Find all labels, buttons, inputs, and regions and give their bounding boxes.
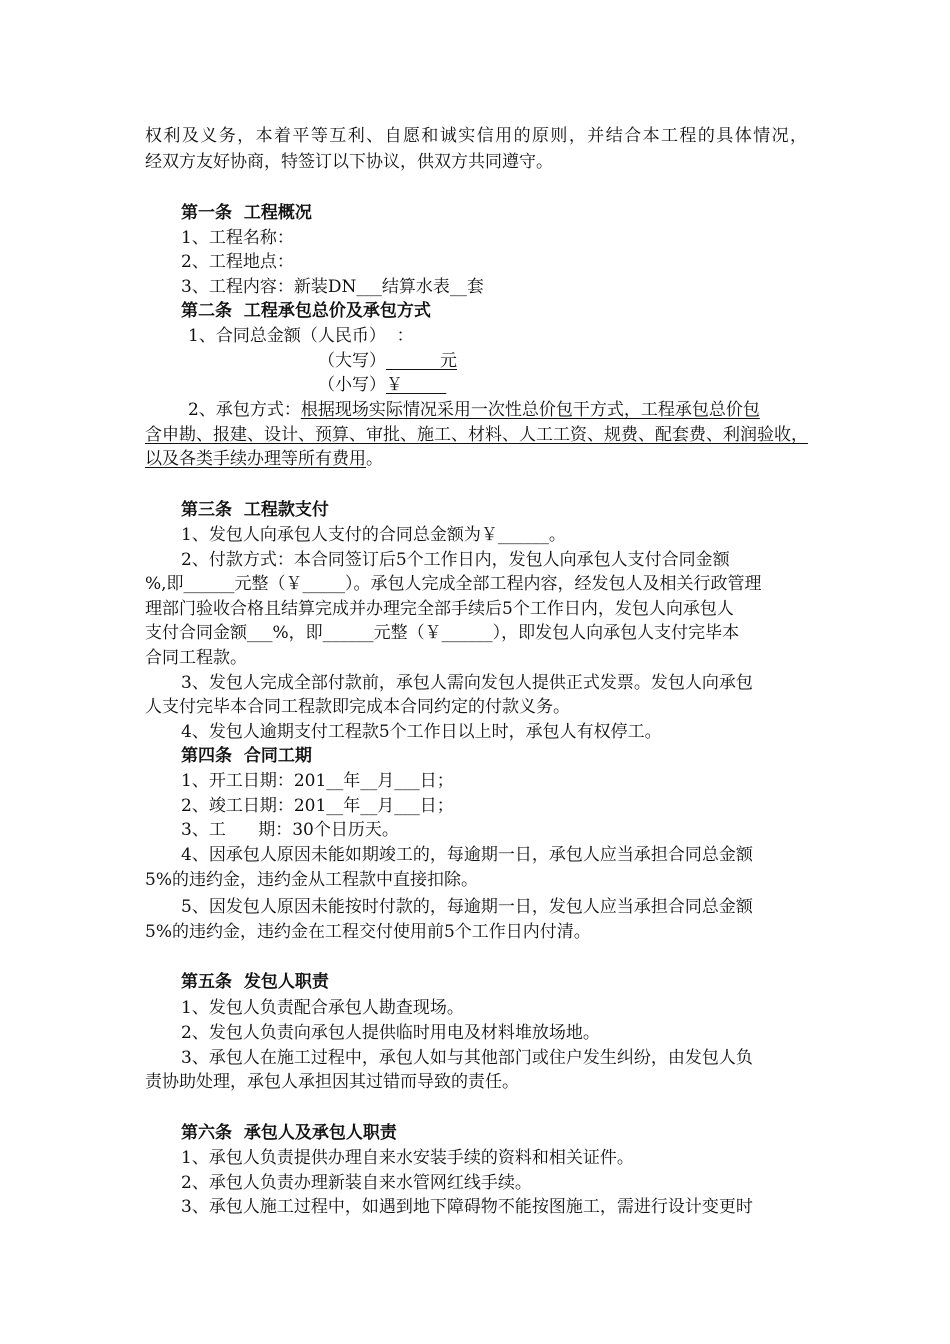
article-6-p3: 3、承包人施工过程中，如遇到地下障碍物不能按图施工，需进行设计变更时 — [181, 1197, 753, 1217]
article-3-p3-line-2: 人支付完毕本合同工程款即完成本合同约定的付款义务。 — [145, 697, 570, 717]
method-line-3 — [145, 447, 383, 471]
method-text-1: 根据现场实际情况采用一次性总价包干方式，工程承包总价包 — [300, 400, 760, 420]
article-3-p2-line-3: 理部门验收合格且结算完成并办理完全部手续后5个工作日内，发包人向承包人 — [145, 599, 734, 619]
article-5-p1: 1、发包人负责配合承包人勘查现场。 — [181, 998, 464, 1018]
article-2-title: 第二条 工程承包总价及承包方式 — [181, 301, 431, 321]
article-3-p2-line-5: 合同工程款。 — [145, 648, 247, 668]
method-text-2: 含申勘、报建、设计、预算、审批、施工、材料、人工工资、规费、配套费、利润验收， — [145, 425, 808, 445]
article-4-p4-line-2: 5%的违约金，违约金从工程款中直接扣除。 — [145, 870, 478, 890]
article-5-p3-line-1: 3、承包人在施工过程中，承包人如与其他部门或住户发生纠纷，由发包人负 — [181, 1048, 753, 1068]
article-3-p2-line-1: 2、付款方式：本合同签订后5个工作日内，发包人向承包人支付合同金额 — [181, 550, 730, 570]
start-date: 1、开工日期：201__年__月___日； — [181, 771, 454, 791]
daxie-label: （大写） — [318, 351, 386, 371]
article-3-p4: 4、发包人逾期支付工程款5个工作日以上时，承包人有权停工。 — [181, 722, 662, 742]
xiaoxie-label: （小写） — [318, 375, 386, 395]
method-line-2 — [145, 423, 807, 447]
article-3-p3-line-1: 3、发包人完成全部付款前，承包人需向发包人提供正式发票。发包人向承包 — [181, 673, 753, 693]
article-1-item-3: 3、工程内容：新装DN___结算水表__套 — [181, 277, 484, 297]
article-5-p3-line-2: 责协助处理，承包人承担因其过错而导致的责任。 — [145, 1072, 519, 1092]
article-1-item-1: 1、工程名称： — [181, 228, 294, 248]
method-end: 。 — [366, 449, 383, 469]
article-3-p1: 1、发包人向承包人支付的合同总金额为￥______。 — [181, 525, 566, 545]
daxie-blank: 元 — [386, 351, 458, 371]
article-1-item-2: 2、工程地点： — [181, 252, 294, 272]
article-6-p1: 1、承包人负责提供办理自来水安装手续的资料和相关证件。 — [181, 1148, 634, 1168]
article-1-title: 第一条 工程概况 — [181, 203, 312, 223]
intro-line-1: 权利及义务，本着平等互利、自愿和诚实信用的原则，并结合本工程的具体情况， — [145, 126, 807, 146]
intro-line-2: 经双方友好协商，特签订以下协议，供双方共同遵守。 — [145, 152, 553, 172]
article-4-p5-line-1: 5、因发包人原因未能按时付款的，每逾期一日，发包人应当承担合同总金额 — [181, 897, 753, 917]
contract-amount-label: 1、合同总金额（人民币） ： — [188, 326, 414, 346]
article-5-title: 第五条 发包人职责 — [181, 972, 329, 992]
article-3-p2-line-2: %,即______元整（￥_____）。承包人完成全部工程内容，经发包人及相关行政管理 — [145, 574, 762, 594]
article-4-p5-line-2: 5%的违约金，违约金在工程交付使用前5个工作日内付清。 — [145, 922, 591, 942]
article-4-p4-line-1: 4、因承包人原因未能如期竣工的，每逾期一日，承包人应当承担合同总金额 — [181, 845, 753, 865]
article-4-title: 第四条 合同工期 — [181, 746, 312, 766]
article-6-title: 第六条 承包人及承包人职责 — [181, 1123, 397, 1143]
article-3-title: 第三条 工程款支付 — [181, 500, 329, 520]
article-5-p2: 2、发包人负责向承包人提供临时用电及材料堆放场地。 — [181, 1023, 600, 1043]
xiaoxie-blank: ￥ — [386, 375, 447, 395]
amount-xiaoxie — [318, 373, 446, 397]
method-line-1 — [188, 398, 760, 422]
method-text-3: 以及各类手续办理等所有费用 — [145, 449, 366, 469]
period: 3、工 期：30个日历天。 — [181, 820, 399, 840]
article-3-p2-line-4: 支付合同金额___%，即______元整（￥______），即发包人向承包人支付完毕本 — [145, 623, 740, 643]
method-prefix: 2、承包方式： — [188, 400, 301, 420]
end-date: 2、竣工日期：201__年__月___日； — [181, 796, 454, 816]
amount-daxie — [318, 349, 457, 373]
article-6-p2: 2、承包人负责办理新装自来水管网红线手续。 — [181, 1173, 532, 1193]
